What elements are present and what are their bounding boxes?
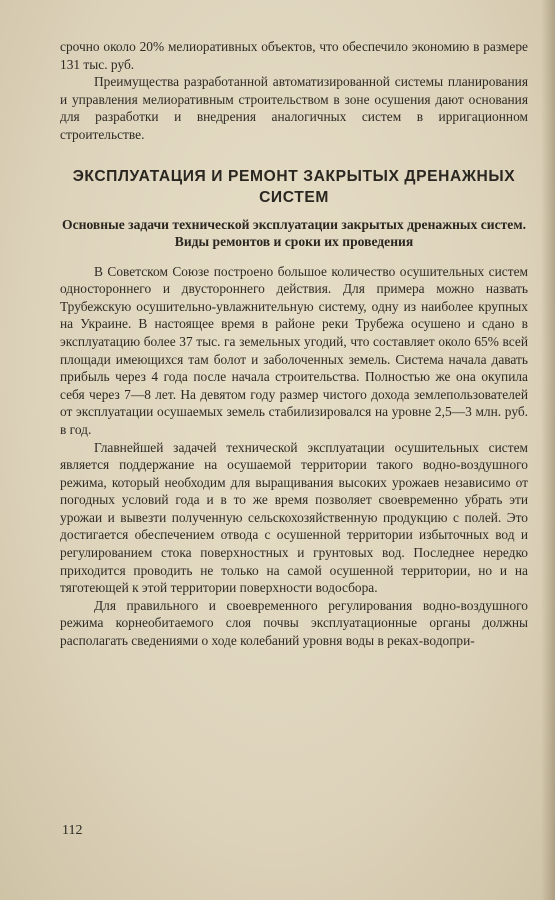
subsection-title: Основные задачи технической эксплуатации закрытых дренажных систем. Виды ремонтов и сроки их проведения	[62, 216, 526, 250]
page-number: 112	[62, 823, 83, 838]
page-edge-shadow	[541, 0, 555, 900]
body-paragraph-1: В Советском Союзе построено большое количество осушительных систем одностороннего и двустороннего действия. Для примера можно назвать Трубежскую осушительно-увлажнительную систему, одну из наиболее крупных на Украине. В настоящее время в районе реки Трубежа осушено и сдано в эксплуатацию более 37 тыс. га земельных угодий, что составляет около 65% всей площади имеющихся там болот и заболоченных земель. Система начала давать прибыль через 4 года после начала строительства. Полностью же она окупила себя через 7—8 лет. На девятом году размер чистого дохода землепользователей от эксплуатации осушаемых земель стабилизировался на уровне 2,5—3 млн. руб. в год.	[60, 263, 528, 437]
intro-paragraph-2: Преимущества разработанной автоматизированной системы планирования и управления мелиоративным строительством в зоне осушения дают основания для разработки и внедрения аналогичных систем в ирригационном строительстве.	[60, 74, 528, 142]
intro-paragraph-1: срочно около 20% мелиоративных объектов, что обеспечило экономию в размере 131 тыс. руб.	[60, 39, 528, 72]
body-paragraph-2: Главнейшей задачей технической эксплуатации осушительных систем является поддержание на осушаемой территории такого водно-воздушного режима, который необходим для выращивания высоких урожаев независимо от погодных условий года и в то же время позволяет своевременно убрать эти урожаи и вывезти полученную сельскохозяйственную продукцию с полей. Это достигается обеспечением отвода с осушенной территории избыточных вод и регулированием стока поверхностных и грунтовых вод. Последнее нередко приходится проводить не только на самой осушенной территории, но и на тяготеющей к этой территории поверхности водосбора.	[60, 439, 528, 596]
page-text-block	[60, 38, 528, 650]
section-title: ЭКСПЛУАТАЦИЯ И РЕМОНТ ЗАКРЫТЫХ ДРЕНАЖНЫХ СИСТЕМ	[72, 167, 516, 206]
body-paragraph-3: Для правильного и своевременного регулирования водно-воздушного режима корнеобитаемого слоя почвы эксплуатационные органы должны располагать сведениями о ходе колебаний уровня воды в реках-водопри-	[60, 597, 528, 649]
